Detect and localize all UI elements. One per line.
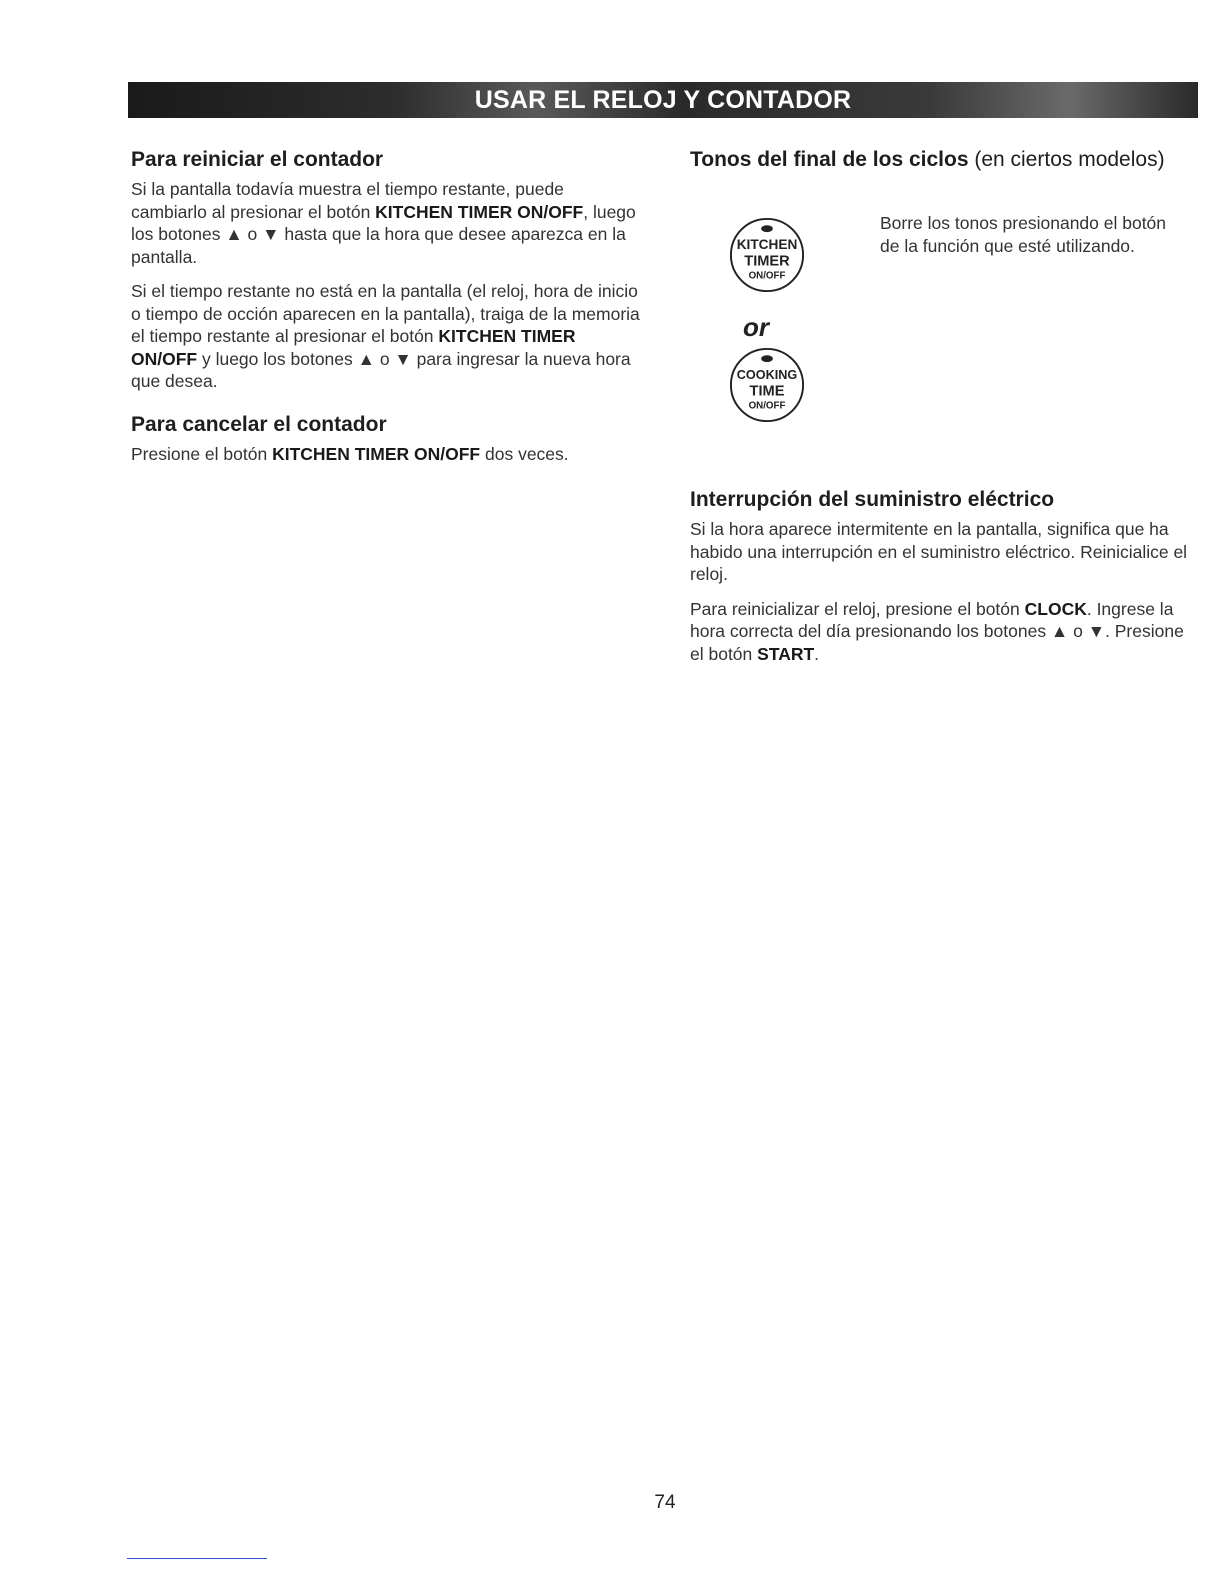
text-run: . [814,643,820,664]
button-label-line2: TIMER [744,253,790,270]
or-label: or [743,312,769,342]
section-reset-timer [131,148,641,393]
heading-bold: Tonos del final de los ciclos [690,148,969,171]
text-run: dos veces. [480,443,569,464]
heading-power-interruption: Interrupción del suministro eléctrico [690,488,1055,511]
text-run: Para reinicializar el reloj, presione el botón [690,598,1025,619]
bold-run: KITCHEN TIMER ON/OFF [272,443,481,464]
section-cancel-timer [131,413,641,466]
kitchen-timer-button-icon [728,216,806,294]
tones-block [690,178,1202,428]
left-column [131,148,641,477]
power-paragraph-2 [690,598,1202,666]
heading-reset-timer: Para reiniciar el contador [131,148,384,171]
reset-paragraph-1 [131,178,641,268]
cancel-paragraph [131,443,641,466]
page-title: USAR EL RELOJ Y CONTADOR [474,85,852,114]
button-label-line3: ON/OFF [748,400,786,412]
bold-run: CLOCK [1024,598,1087,619]
button-label-line1: KITCHEN [736,237,798,253]
text-run: . Ingrese la hora correcta del día presionando los botones ▲ o ▼. Presione el botón [690,598,1184,664]
reset-paragraph-2 [131,280,641,393]
bold-run: START [757,643,815,664]
button-label-line1: COOKING [736,368,798,383]
tones-description: Borre los tonos presionando el botón de la función que esté utilizando. [880,213,1167,256]
button-label-line3: ON/OFF [748,270,786,282]
bold-run: KITCHEN TIMER ON/OFF [375,201,584,222]
heading-end-tones [690,148,1202,172]
heading-suffix: (en ciertos modelos) [968,148,1165,171]
bold-run: KITCHEN TIMER ON/OFF [131,326,576,369]
section-power-interruption [690,488,1202,665]
footer-divider [127,1558,267,1559]
section-end-tones [690,148,1202,428]
button-label-line2: TIME [749,383,785,400]
page-number: 74 [654,1492,676,1513]
page-banner [128,82,1198,118]
text-run: y luego los botones ▲ o ▼ para ingresar la nueva hora que desea. [131,348,631,391]
text-run: , luego los botones ▲ o ▼ hasta que la hora que desee aparezca en la pantalla. [131,201,636,267]
text-run: Si la pantalla todavía muestra el tiempo restante, puede cambiarlo al presionar el botón [131,179,564,222]
heading-cancel-timer: Para cancelar el contador [131,412,387,436]
power-paragraph-1: Si la hora aparece intermitente en la pantalla, significa que ha habido una interrupción en el suministro eléctrico. Reinicialice el reloj. [690,519,1188,584]
text-run: Si el tiempo restante no está en la pantalla (el reloj, hora de inicio o tiempo de occión aparecen en la pantalla), traiga de la memoria el tiempo restante al presionar el botón [131,281,640,346]
right-column [690,148,1202,677]
text-run: Presione el botón [131,443,273,464]
cooking-time-button-icon [728,346,806,424]
